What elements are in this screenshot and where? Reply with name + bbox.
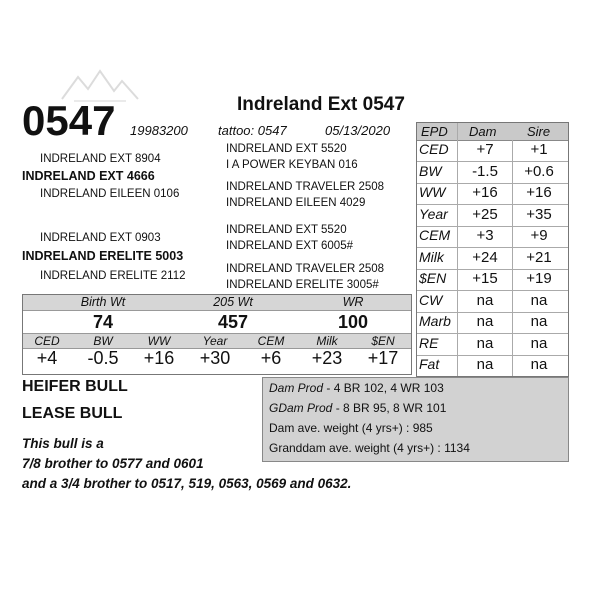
epd-row-label: RE [419, 334, 439, 351]
epd-row-cem [417, 226, 568, 248]
pedigree-sire: INDRELAND EXT 4666 [22, 169, 155, 183]
epd-row-re [417, 334, 568, 356]
epd-row-label: BW [419, 162, 442, 179]
lease-bull-label: LEASE BULL [22, 405, 123, 422]
performance-header [23, 295, 411, 311]
epd-row-sire: +0.6 [524, 162, 554, 180]
bull-epd-header [23, 333, 411, 349]
epd-row-dam: na [476, 291, 494, 309]
birth-date: 05/13/2020 [325, 123, 391, 138]
epd-row-dam: -1.5 [472, 162, 498, 180]
epd-row-label: WW [419, 184, 446, 200]
epd-row-sire: +1 [530, 141, 548, 158]
granddam-weight: Granddam ave. weight (4 yrs+) : 1134 [269, 441, 470, 455]
bull-epd-header-bw: BW [93, 334, 113, 348]
epd-row-label: CED [419, 141, 449, 157]
pedigree-dds: INDRELAND TRAVELER 2508 [226, 263, 385, 275]
wr-value: 100 [337, 312, 369, 332]
bull-epd-bw: -0.5 [87, 348, 119, 368]
epd-row-sire: na [530, 313, 548, 330]
bull-epd-year: +30 [199, 348, 231, 368]
bull-epd-ced: +4 [36, 348, 58, 368]
epd-row-sire: +9 [530, 227, 548, 244]
registration-number: 19983200 [130, 123, 188, 138]
pedigree-sire-dam: INDRELAND EILEEN 0106 [40, 188, 180, 200]
epd-table [416, 122, 569, 377]
205-wt-value: 457 [217, 312, 249, 332]
epd-header-dam: Dam [469, 124, 497, 139]
epd-row-label: CEM [419, 227, 451, 243]
pedigree-sds: INDRELAND TRAVELER 2508 [226, 181, 385, 193]
tattoo: tattoo: 0547 [218, 123, 287, 138]
epd-row-dam: na [476, 356, 494, 373]
bull-epd-ww: +16 [143, 348, 175, 368]
pedigree-sire-sire: INDRELAND EXT 8904 [40, 153, 161, 165]
pedigree-dam-dam: INDRELAND ERELITE 2112 [40, 270, 186, 282]
pedigree-dam-sire: INDRELAND EXT 0903 [40, 232, 161, 244]
bull-epd-header-cem: CEM [257, 334, 285, 348]
production-box [262, 377, 569, 462]
epd-row-dam: +3 [476, 227, 494, 244]
epd-header-label: EPD [421, 124, 448, 139]
epd-row-ced [417, 140, 568, 162]
epd-header-sire: Sire [527, 124, 551, 139]
note-line-1: This bull is a [22, 436, 104, 451]
epd-row-cw [417, 291, 568, 313]
heifer-bull-label: HEIFER BULL [22, 378, 128, 395]
epd-row-label: Fat [419, 356, 440, 372]
epd-row-bw [417, 162, 568, 184]
bull-epd-milk: +23 [311, 348, 343, 368]
epd-row-label: $EN [419, 270, 447, 286]
pedigree-dss: INDRELAND EXT 5520 [226, 224, 347, 236]
epd-row-year [417, 205, 568, 227]
pedigree-ssd: I A POWER KEYBAN 016 [226, 159, 358, 171]
epd-row-sire: +19 [526, 270, 552, 287]
birth-wt-value: 74 [92, 312, 114, 332]
epd-row-dam: na [476, 334, 494, 352]
epd-row-label: Marb [419, 313, 451, 329]
epd-row-dam: +7 [476, 141, 494, 158]
epd-row-dam: na [476, 313, 494, 330]
note-line-2: 7/8 brother to 0577 and 0601 [22, 456, 204, 471]
pedigree-sdd: INDRELAND EILEEN 4029 [226, 197, 366, 209]
bull-epd-header-ww: WW [147, 334, 171, 348]
epd-row-en [417, 269, 568, 291]
epd-row-sire: na [530, 334, 548, 352]
epd-row-label: Milk [419, 248, 444, 265]
wr-header: WR [342, 295, 364, 309]
epd-row-dam: +16 [472, 184, 498, 201]
epd-row-sire: na [530, 356, 548, 373]
dam-weight: Dam ave. weight (4 yrs+) : 985 [269, 421, 433, 435]
pedigree-sss: INDRELAND EXT 5520 [226, 143, 347, 155]
epd-row-dam: +25 [472, 205, 498, 223]
bull-epd-header-en: $EN [371, 334, 395, 348]
dam-prod: Dam Prod - 4 BR 102, 4 WR 103 [269, 381, 444, 395]
pedigree-dsd: INDRELAND EXT 6005# [226, 240, 353, 252]
epd-row-dam: +15 [472, 270, 498, 287]
epd-row-label: CW [419, 291, 443, 308]
epd-row-marb [417, 312, 568, 334]
bull-epd-header-milk: Milk [316, 334, 338, 348]
epd-row-sire: +35 [526, 205, 552, 223]
epd-row-ww [417, 183, 568, 205]
pedigree-ddd: INDRELAND ERELITE 3005# [226, 279, 379, 291]
bull-epd-en: +17 [367, 348, 399, 368]
epd-row-dam: +24 [472, 248, 498, 266]
epd-table-header [417, 123, 568, 141]
epd-row-milk [417, 248, 568, 270]
animal-title: Indreland Ext 0547 [237, 94, 405, 115]
gdam-prod: GDam Prod - 8 BR 95, 8 WR 101 [269, 401, 447, 415]
bull-epd-header-ced: CED [34, 334, 60, 348]
epd-row-label: Year [419, 205, 448, 222]
epd-row-sire: +21 [526, 248, 552, 266]
performance-table [22, 294, 412, 375]
205-wt-header: 205 Wt [213, 295, 253, 309]
lot-number: 0547 [22, 97, 116, 144]
epd-row-fat [417, 355, 568, 376]
note-line-3: and a 3/4 brother to 0517, 519, 0563, 0569 and 0632. [22, 476, 352, 491]
epd-row-sire: na [530, 291, 548, 309]
birth-wt-header: Birth Wt [80, 295, 126, 309]
bull-epd-cem: +6 [260, 348, 282, 368]
pedigree-dam: INDRELAND ERELITE 5003 [22, 249, 184, 263]
bull-epd-header-year: Year [202, 334, 228, 348]
epd-row-sire: +16 [526, 184, 552, 201]
